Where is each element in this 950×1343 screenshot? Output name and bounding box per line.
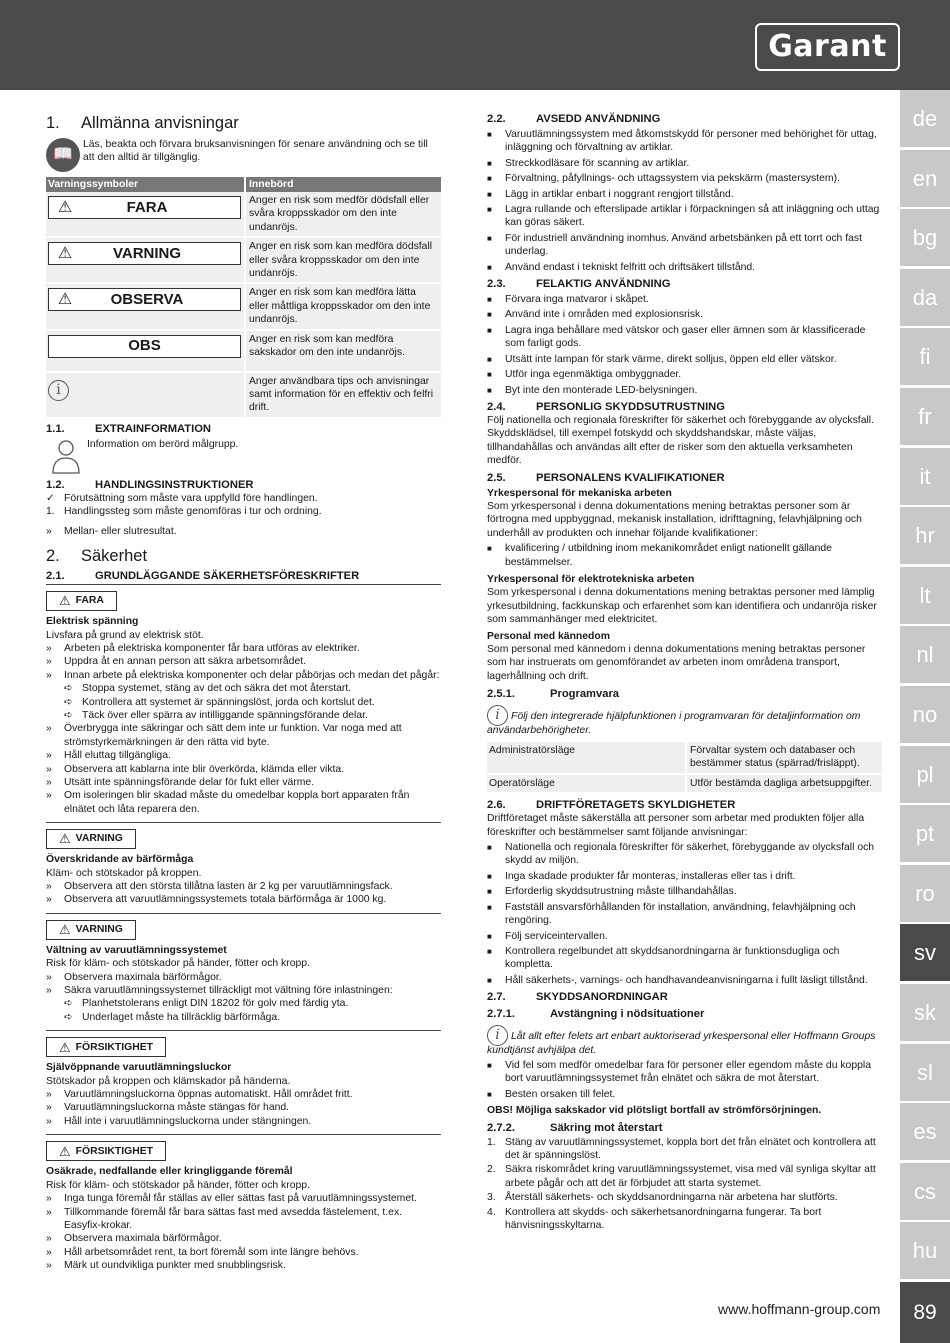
tab-lang-da[interactable]: da — [900, 269, 950, 326]
tab-lang-pl[interactable]: pl — [900, 746, 950, 803]
section-2-6-heading: 2.6. DRIFTFÖRETAGETS SKYLDIGHETER — [487, 799, 736, 812]
tab-lang-sl[interactable]: sl — [900, 1044, 950, 1101]
qualification-text: Som yrkespersonal i denna dokumentations mening betraktas personer som är förtrogna med uppbyggnad, mekanisk installation, idrifttagning, felavhjälpning och underhåll av produkten och innehar följande kvalifikationer: — [487, 500, 862, 539]
list-item: » Uppdra åt en annan person att säkra arbetsområdet. — [46, 656, 307, 668]
list-item: ■ Streckkodläsare för scanning av artiklar. — [487, 157, 690, 169]
warning-label-fara: ⚠ FARA — [46, 591, 117, 611]
list-item: ➪ Täck över eller spärra av intilliggande spänningsförande delar. — [64, 709, 368, 721]
bullet-square-icon: ■ — [487, 310, 492, 320]
warning-triangle-icon: ⚠ — [59, 922, 71, 938]
warning-risk: Risk för kläm- och stötskador på händer, fötter och kropp. — [46, 1179, 310, 1191]
list-item: » Observera att den största tillåtna lasten är 2 kg per varuutlämningsfack. — [46, 881, 393, 892]
section-2-5-1-heading: 2.5.1. Programvara — [487, 688, 620, 701]
table-row — [46, 284, 441, 330]
list-item: » Observera att varuutlämningssystemets totala bärförmåga är 1000 kg. — [46, 894, 387, 906]
bullet-square-icon: ■ — [487, 1089, 492, 1099]
warning-label-varning: ⚠ VARNING — [46, 920, 136, 940]
warning-label-forsiktighet: ⚠ FÖRSIKTIGHET — [46, 1037, 166, 1057]
row-desc: Anger en risk som medför dödsfall eller svåra kroppsskador om den inte undanröjs. — [244, 192, 441, 236]
list-item: » Observera maximala bärförmågor. — [46, 971, 222, 983]
list-item: » Varuutlämningsluckorna måste stängas för hand. — [46, 1102, 290, 1114]
bullet-square-icon: ■ — [487, 325, 492, 335]
list-item: ■ Nationella och regionala föreskrifter för säkerhet, förebyggande av olycksfall och skydd av miljön. — [487, 842, 875, 867]
list-item: ■ Utsätt inte lampan för stark värme, direkt solljus, öppen eld eller vätskor. — [487, 353, 837, 365]
list-item: ■ Utför inga egenmäktiga ombyggnader. — [487, 369, 682, 381]
qualification-title: Personal med kännedom — [487, 630, 610, 642]
emergency-note: i Låt allt efter felets art enbart auktoriserad yrkespersonal eller Hoffmann Groups kundtjänst avhjälpa det. — [487, 1027, 876, 1056]
list-item: ■ Byt inte den monterade LED-belysningen. — [487, 384, 698, 396]
table-row — [46, 238, 441, 284]
bullet-square-icon: ■ — [487, 1060, 492, 1070]
warning-triangle-icon: ⚠ — [59, 831, 71, 847]
list-item: » Observera att kablarna inte blir överkörda, klämda eller vikta. — [46, 763, 345, 775]
bullet-square-icon: ■ — [487, 370, 492, 380]
section-2-heading: 2. Säkerhet — [46, 547, 148, 566]
list-item: ■ kvalificering / utbildning inom mekanikområdet enligt nationellt gällande bestämmelser. — [487, 543, 832, 568]
list-item: ■ Lagra inga behållare med vätskor och gaser eller ämnen som är klassificerade som farligt gods. — [487, 324, 866, 350]
bullet-square-icon: ■ — [487, 262, 492, 272]
qualification-title: Yrkespersonal för mekaniska arbeten — [487, 487, 672, 499]
tab-lang-fi[interactable]: fi — [900, 328, 950, 385]
table-row — [46, 331, 441, 373]
list-item: » Utsätt inte spänningsförande delar för fukt eller värme. — [46, 776, 315, 788]
row-desc: Anger en risk som kan medföra dödsfall eller svåra kroppsskador om den inte undanröjs. — [244, 238, 441, 282]
bullet-square-icon: ■ — [487, 130, 492, 139]
table-row: Operatörsläge Utför bestämda dagliga arbetsuppgifter. — [487, 775, 882, 794]
info-icon: i — [48, 380, 69, 401]
list-item: ■ Fastställ ansvarsförhållanden för installation, användning, felavhjälpning och rengöring. — [487, 901, 856, 927]
target-group-info — [46, 438, 441, 474]
bullet-square-icon: ■ — [487, 843, 492, 853]
warning-risk: Stötskador på kroppen och klämskador på händerna. — [46, 1075, 291, 1087]
tab-lang-lt[interactable]: lt — [900, 567, 950, 624]
list-item: ■ Förvaltning, påfyllnings- och uttagssystem via pekskärm (mastersystem). — [487, 173, 840, 185]
col-header-meaning: Innebörd — [244, 177, 441, 192]
list-item: 3. Återställ säkerhets- och skyddsanordningarna när arbetena har slutförts. — [487, 1192, 838, 1204]
warning-label-forsiktighet: ⚠ FÖRSIKTIGHET — [46, 1141, 166, 1161]
section-2-7-1-heading: 2.7.1. Avstängning i nödsituationer — [487, 1008, 705, 1021]
person-icon — [50, 438, 82, 474]
bullet-square-icon: ■ — [487, 975, 492, 985]
warning-title: Elektrisk spänning — [46, 616, 139, 628]
warning-triangle-icon: ⚠ — [57, 198, 73, 216]
bullet-square-icon: ■ — [487, 871, 492, 881]
section-2-2-heading: 2.2. AVSEDD ANVÄNDNING — [487, 113, 661, 125]
warning-triangle-icon: ⚠ — [59, 1039, 71, 1055]
list-item: ■ Vid fel som medför omedelbar fara för personer eller egendom måste du koppla bort varuutlämningssystemet från elnätet och säkra de mot återstart. — [487, 1059, 871, 1085]
bullet-square-icon: ■ — [487, 902, 492, 912]
warning-triangle-icon: ⚠ — [59, 1143, 71, 1159]
tab-lang-pt[interactable]: pt — [900, 805, 950, 862]
info-icon: i — [487, 705, 508, 726]
signal-varning: ⚠ VARNING — [48, 242, 241, 265]
table-row — [46, 192, 441, 238]
intro-block — [46, 138, 441, 172]
list-item: » Håll eluttag tillgängliga. — [46, 750, 171, 762]
section-1-heading: 1. Allmänna anvisningar — [46, 114, 239, 132]
tab-lang-de[interactable]: de — [900, 90, 950, 147]
tab-lang-fr[interactable]: fr — [900, 388, 950, 445]
col-header-symbols: Varningssymboler — [48, 179, 139, 190]
bullet-square-icon: ■ — [487, 295, 492, 305]
read-manual-icon: 📖 — [46, 138, 80, 172]
list-item: ■ Varuutlämningssystem med åtkomstskydd för personer med behörighet för uttag, inläggning och förvaltning av artiklar. — [487, 129, 877, 154]
table-header — [46, 177, 441, 192]
row-desc: Anger användbara tips och anvisningar samt information för en effektiv och felfri drift. — [244, 373, 441, 417]
tab-lang-bg[interactable]: bg — [900, 209, 950, 266]
page-number: 89 — [900, 1282, 950, 1343]
list-item: 1. Stäng av varuutlämningssystemet, koppla bort det från elnätet och kontrollera att det är spänningslöst. — [487, 1136, 876, 1161]
tab-lang-hr[interactable]: hr — [900, 507, 950, 564]
list-item: ✓ Förutsättning som måste vara uppfylld före handlingen. — [46, 492, 318, 504]
warning-title: Överskridande av bärförmåga — [46, 854, 194, 866]
warning-title: Vältning av varuutlämningssystemet — [46, 944, 227, 956]
left-column — [46, 112, 441, 1273]
qualification-text: Som personal med kännedom i denna dokumentations mening betraktas personer som har instruerats om genomförandet av arbeten inom områdena transport, lagerhållning och drift. — [487, 644, 866, 682]
list-item: ■ Håll säkerhets-, varnings- och handhavandeanvisningarna i fullt läsligt tillstånd. — [487, 974, 868, 986]
section-2-7-heading: 2.7. SKYDDSANORDNINGAR — [487, 991, 668, 1004]
operator-text: Driftföretaget måste säkerställa att personer som arbetar med produkten följer alla föreskrifter och bestämmelser samt följande anvisningar: — [487, 813, 865, 838]
list-item: » Säkra varuutlämningssystemet tillräckligt mot vältning före inlastningen: — [46, 985, 393, 997]
table-row: Administratörsläge Förvaltar system och databaser och bestämmer status (spärrad/frisläppt). — [487, 742, 882, 775]
list-item: ■ För industriell användning inomhus. Använd arbetsbänken på ett torrt och fast underlag. — [487, 232, 862, 258]
warning-triangle-icon: ⚠ — [57, 245, 73, 263]
obs-notice: OBS! Möjliga sakskador vid plötsligt bortfall av strömförsörjningen. — [487, 1105, 822, 1117]
table-row — [46, 373, 441, 419]
list-item: ■ Använd endast i tekniskt felfritt och driftsäkert tillstånd. — [487, 261, 756, 273]
bullet-square-icon: ■ — [487, 189, 492, 199]
tab-lang-sk[interactable]: sk — [900, 984, 950, 1041]
target-group-text: Information om berörd målgrupp. — [87, 438, 239, 450]
warning-label-varning: ⚠ VARNING — [46, 829, 136, 849]
header-bar — [0, 0, 950, 90]
bullet-square-icon: ■ — [487, 946, 492, 956]
language-tabs — [900, 90, 950, 1343]
list-item: ■ Inga skadade produkter får monteras, installeras eller tas i drift. — [487, 870, 796, 882]
section-2-1-heading: 2.1. GRUNDLÄGGANDE SÄKERHETSFÖRESKRIFTER — [46, 569, 441, 585]
list-item: ■ Använd inte i områden med explosionsrisk. — [487, 309, 704, 321]
right-column — [487, 112, 882, 1232]
info-icon: i — [487, 1025, 508, 1046]
bullet-square-icon: ■ — [487, 544, 492, 554]
warning-risk: Livsfara på grund av elektrisk stöt. — [46, 629, 204, 641]
warning-risk: Risk för kläm- och stötskador på händer, fötter och kropp. — [46, 958, 310, 970]
ppe-text: Följ nationella och regionala föreskrifter för säkerhet och förebyggande av olycksfall. Skyddsklädsel, till exempel fotskydd och skyddshandskar, måste väljas, tillhandahållas och användas allt efter de risker som den aktuella verksamheten medför. — [487, 414, 874, 467]
tab-lang-hu[interactable]: hu — [900, 1222, 950, 1279]
row-desc: Anger en risk som kan medföra lätta eller måttliga kroppsskador om den inte undanröjs. — [244, 284, 441, 328]
list-item: ■ Kontrollera regelbundet att skyddsanordningarna är funktionsdugliga och kompletta. — [487, 945, 840, 971]
tab-lang-no[interactable]: no — [900, 686, 950, 743]
section-1-1-heading: 1.1. EXTRAINFORMATION — [46, 422, 212, 435]
software-note: i Följ den integrerade hjälpfunktionen i programvaran för detaljinformation om användarbehörigheter. — [487, 707, 861, 736]
signal-obs: OBS — [48, 335, 241, 358]
list-item: » Observera maximala bärförmågor. — [46, 1233, 222, 1245]
list-item: » Mellan- eller slutresultat. — [46, 525, 177, 537]
bullet-square-icon: ■ — [487, 887, 492, 897]
warning-symbols-table — [46, 177, 441, 419]
list-item: 1. Handlingssteg som måste genomföras i tur och ordning. — [46, 506, 322, 518]
list-item: ■ Förvara inga matvaror i skåpet. — [487, 294, 649, 306]
warning-triangle-icon: ⚠ — [57, 291, 73, 309]
list-item: ➪ Stoppa systemet, stäng av det och säkra det mot återstart. — [64, 683, 352, 695]
list-item: » Varuutlämningsluckorna öppnas automatiskt. Håll området fritt. — [46, 1089, 353, 1101]
list-item: ■ Följ serviceintervallen. — [487, 930, 608, 942]
list-item: » Om isoleringen blir skadad måste du omedelbar koppla bort apparaten från elnätet och låta reparera den. — [46, 790, 410, 815]
list-item: ■ Erforderlig skyddsutrustning måste tillhandahållas. — [487, 886, 737, 898]
list-item: ■ Besten orsaken till felet. — [487, 1088, 616, 1100]
bullet-square-icon: ■ — [487, 174, 492, 184]
list-item: ➪ Planhetstolerans enligt DIN 18202 för golv med färdig yta. — [64, 998, 349, 1010]
list-item: 2. Säkra riskområdet kring varuutlämningssystemet, visa med väl synliga skyltar att arbete pågår och att det är förbjudet att starta systemet. — [487, 1164, 876, 1189]
list-item: » Arbeten på elektriska komponenter får bara utföras av elektriker. — [46, 642, 360, 654]
qualification-title: Yrkespersonal för elektrotekniska arbeten — [487, 573, 695, 585]
bullet-square-icon: ■ — [487, 205, 492, 215]
list-item: » Håll inte i varuutlämningsluckorna under stängningen. — [46, 1115, 312, 1127]
tab-lang-es[interactable]: es — [900, 1103, 950, 1160]
warning-risk: Kläm- och stötskador på kroppen. — [46, 867, 202, 879]
qualification-text: Som yrkespersonal i denna dokumentations mening betraktas personer med lämplig yrkesutbildning, fackkunskap och erfarenhet som kan identifiera och undanröja risker som sammanhänger med elektricitet. — [487, 587, 877, 626]
signal-fara: ⚠ FARA — [48, 196, 241, 219]
list-item: ➪ Kontrollera att systemet är spänningslöst, jorda och kortslut det. — [64, 696, 375, 708]
list-item: » Håll arbetsområdet rent, ta bort föremål som inte längre behövs. — [46, 1246, 359, 1258]
list-item: ■ Lagra rullande och efterslipade artiklar i förpackningen så att inläggning och uttag kan göras säkert. — [487, 204, 880, 229]
warning-title: Osäkrade, nedfallande eller kringliggande föremål — [46, 1166, 293, 1178]
bullet-square-icon: ■ — [487, 385, 492, 395]
list-item: » Tillkommande föremål får bara sättas fast med avsedda fästelement, t.ex. Easyfix-krokar. — [46, 1206, 403, 1231]
section-2-3-heading: 2.3. FELAKTIG ANVÄNDNING — [487, 278, 671, 291]
list-item: » Märk ut oundvikliga punkter med snubblingsrisk. — [46, 1260, 286, 1272]
tab-lang-en[interactable]: en — [900, 150, 950, 207]
list-item: 4. Kontrollera att skydds- och säkerhetsanordningarna fungerar. Ta bort hänvisningsskyltarna. — [487, 1206, 822, 1231]
bullet-square-icon: ■ — [487, 931, 492, 941]
list-item: ■ Lägg in artiklar enbart i noggrant rengjort tillstånd. — [487, 188, 734, 200]
section-2-7-2-heading: 2.7.2. Säkring mot återstart — [487, 1121, 663, 1134]
warning-title: Självöppnande varuutlämningsluckor — [46, 1062, 232, 1074]
list-item: » Inga tunga föremål får ställas av eller sättas fast på varuutlämningssystemet. — [46, 1193, 417, 1205]
tab-lang-cs[interactable]: cs — [900, 1163, 950, 1220]
warning-triangle-icon: ⚠ — [59, 593, 71, 609]
footer-url[interactable]: www.hoffmann-group.com — [718, 1301, 881, 1317]
bullet-square-icon: ■ — [487, 158, 492, 168]
list-item: ➪ Underlaget måste ha tillräcklig bärförmåga. — [64, 1011, 281, 1023]
section-2-5-heading: 2.5. PERSONALENS KVALIFIKATIONER — [487, 471, 725, 484]
intro-text: Läs, beakta och förvara bruksanvisningen för senare användning och se till att den alltid är tillgänglig. — [83, 139, 428, 164]
tab-lang-sv[interactable]: sv — [900, 924, 950, 981]
section-1-2-heading: 1.2. HANDLINGSINSTRUKTIONER — [46, 478, 254, 491]
row-desc: Anger en risk som kan medföra sakskador om den inte undanröjs. — [244, 331, 441, 371]
tab-lang-it[interactable]: it — [900, 448, 950, 505]
garant-logo: Garant — [755, 23, 900, 71]
software-modes-table — [487, 742, 882, 794]
tab-lang-ro[interactable]: ro — [900, 865, 950, 922]
tab-lang-nl[interactable]: nl — [900, 626, 950, 683]
bullet-square-icon: ■ — [487, 233, 492, 243]
bullet-square-icon: ■ — [487, 354, 492, 364]
signal-observa: ⚠ OBSERVA — [48, 288, 241, 311]
list-item: » Överbrygga inte säkringar och sätt dem inte ur funktion. Var noga med att strömstyrkemärkningen är den rätta vid byte. — [46, 723, 402, 748]
list-item: » Innan arbete på elektriska komponenter och delar påbörjas och medan det pågår: — [46, 669, 440, 681]
section-2-4-heading: 2.4. PERSONLIG SKYDDSUTRUSTNING — [487, 400, 725, 413]
